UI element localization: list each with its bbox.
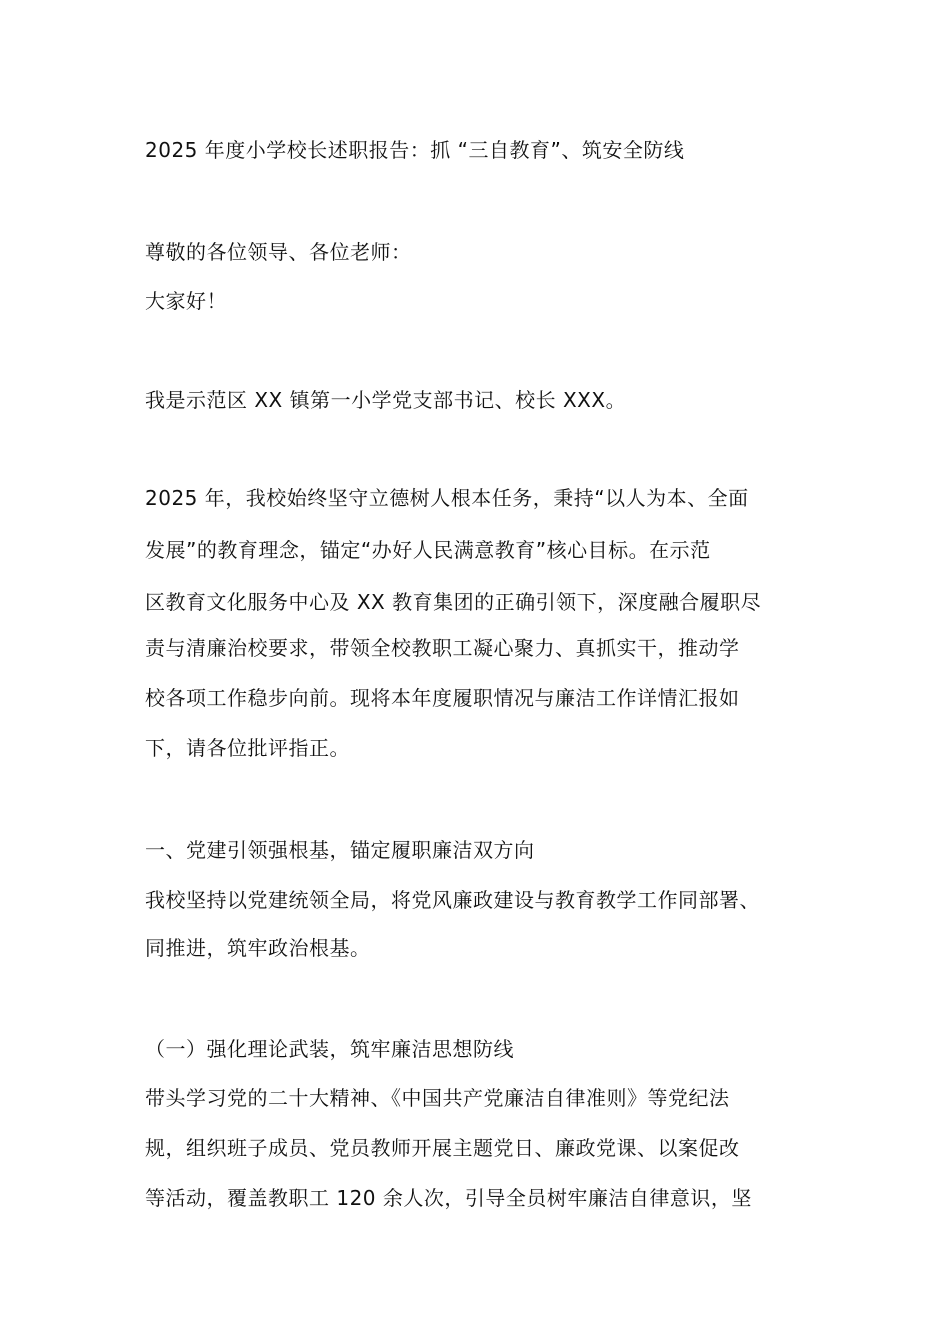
paragraph-line: 发展”的教育理念，锚定“办好人民满意教育”核心目标。在示范 <box>145 538 711 562</box>
subsection-body-line: 规，组织班子成员、党员教师开展主题党日、廉政党课、以案促改 <box>145 1136 740 1160</box>
paragraph-line: 2025 年，我校始终坚守立德树人根本任务，秉持“以人为本、全面 <box>145 486 749 510</box>
section-body-line: 同推进，筑牢政治根基。 <box>145 936 371 960</box>
subsection-heading: （一）强化理论武装，筑牢廉洁思想防线 <box>145 1037 514 1061</box>
section-heading: 一、党建引领强根基，锚定履职廉洁双方向 <box>145 838 535 862</box>
subsection-body-line: 带头学习党的二十大精神、《中国共产党廉洁自律准则》等党纪法 <box>145 1086 730 1110</box>
section-body-line: 我校坚持以党建统领全局，将党风廉政建设与教育教学工作同部署、 <box>145 888 760 912</box>
document-title: 2025 年度小学校长述职报告：抓 “三自教育”、筑安全防线 <box>145 138 685 162</box>
paragraph-line: 校各项工作稳步向前。现将本年度履职情况与廉洁工作详情汇报如 <box>145 686 740 710</box>
paragraph-line: 下，请各位批评指正。 <box>145 736 350 760</box>
paragraph-line: 区教育文化服务中心及 XX 教育集团的正确引领下，深度融合履职尽 <box>145 590 762 614</box>
subsection-body-line: 等活动，覆盖教职工 120 余人次，引导全员树牢廉洁自律意识，坚 <box>145 1186 752 1210</box>
paragraph-line: 责与清廉治校要求，带领全校教职工凝心聚力、真抓实干，推动学 <box>145 636 740 660</box>
salutation: 尊敬的各位领导、各位老师： <box>145 240 412 264</box>
greeting: 大家好！ <box>145 289 227 313</box>
intro-line: 我是示范区 XX 镇第一小学党支部书记、校长 XXX。 <box>145 388 627 412</box>
